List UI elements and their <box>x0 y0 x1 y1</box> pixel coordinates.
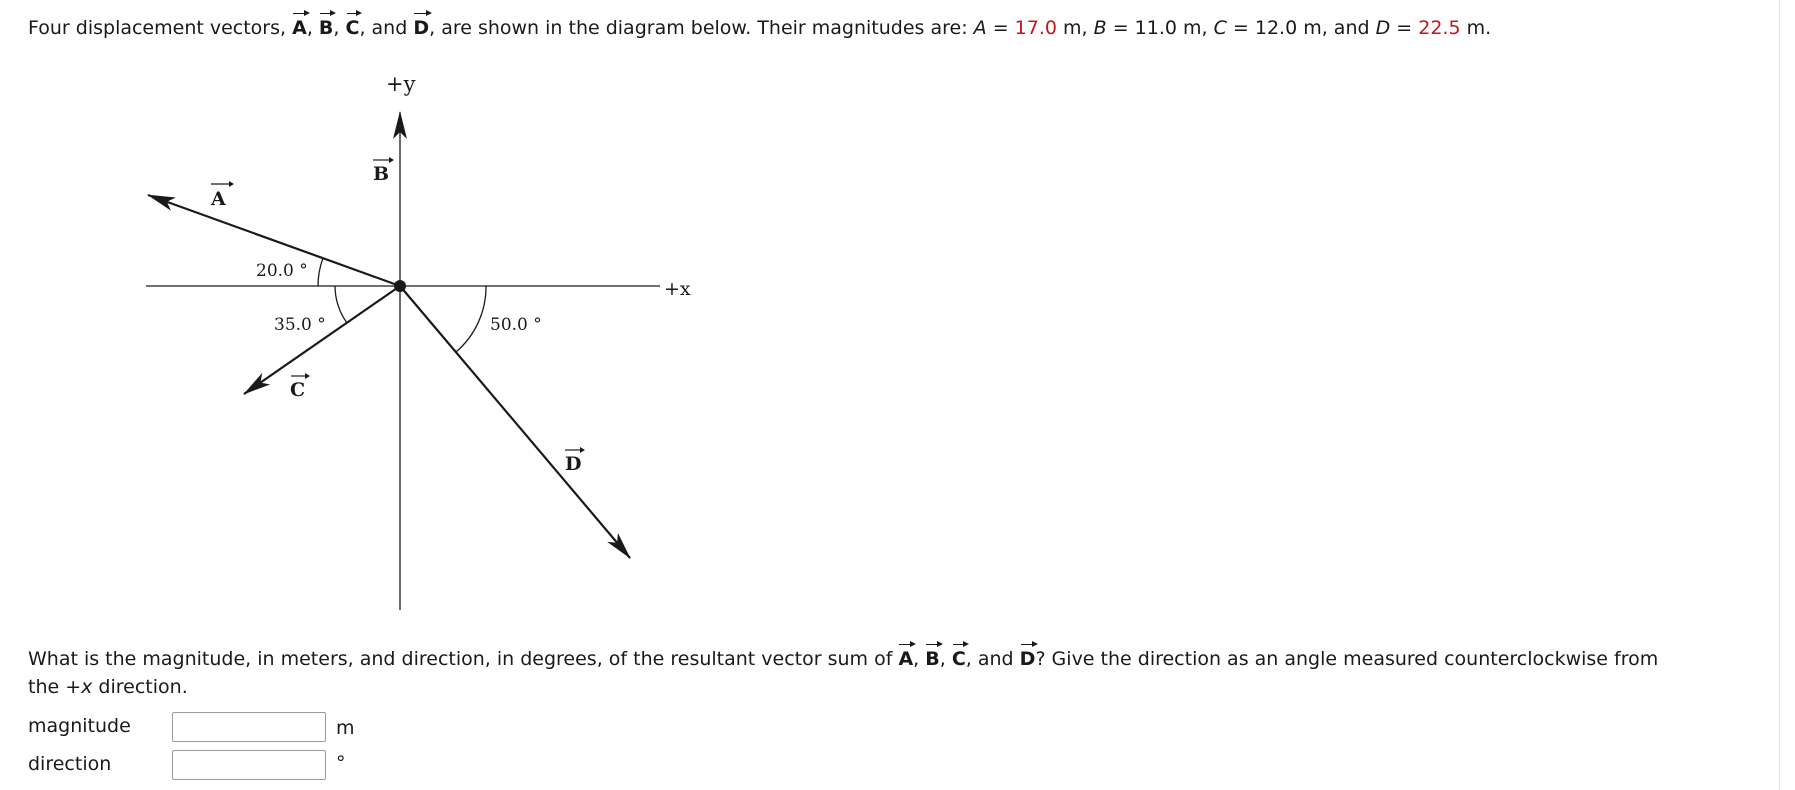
label-vector-b <box>373 157 394 185</box>
magnitude-unit: m <box>336 717 355 739</box>
label-plus-x: +x <box>664 278 691 300</box>
magnitude-a-value: 17.0 <box>1014 17 1057 39</box>
magnitude-d-value: 22.5 <box>1418 17 1461 39</box>
svg-text:A: A <box>211 188 226 210</box>
vector-diagram <box>0 0 760 620</box>
angle-arc-c <box>335 286 347 323</box>
direction-input[interactable] <box>172 750 326 780</box>
origin-point <box>394 280 406 292</box>
vector-b-symbol: B <box>319 15 333 42</box>
vector-c-symbol-2: C <box>952 646 966 673</box>
magnitude-input[interactable] <box>172 712 326 742</box>
direction-label: direction <box>28 753 112 775</box>
svg-text:B: B <box>373 163 390 185</box>
vector-d-symbol-2: D <box>1020 646 1036 673</box>
question-ask-line2: the +x direction. <box>28 676 188 698</box>
label-plus-y: +y <box>386 72 416 96</box>
svg-text:D: D <box>565 453 582 475</box>
direction-unit: ° <box>336 752 346 774</box>
vector-c-symbol: C <box>346 15 360 42</box>
svg-text:C: C <box>290 379 306 401</box>
vector-b-symbol-2: B <box>925 646 939 673</box>
label-vector-d <box>565 447 585 475</box>
angle-label-d: 50.0 ° <box>490 315 542 335</box>
vector-a-symbol: A <box>292 15 307 42</box>
angle-label-c: 35.0 ° <box>274 315 326 335</box>
magnitude-label: magnitude <box>28 715 131 737</box>
angle-arc-d <box>456 286 486 352</box>
question-ask: What is the magnitude, in meters, and direction, in degrees, of the resultant vector sum of A, B, C, and D? Give the direction as an angle measured counterclockwise from <box>28 646 1658 673</box>
label-vector-c <box>290 373 310 401</box>
label-vector-a <box>210 181 234 210</box>
vector-a-symbol-2: A <box>898 646 913 673</box>
vector-d-symbol: D <box>413 15 429 42</box>
angle-label-a: 20.0 ° <box>256 261 308 281</box>
vector-c-arrow <box>244 286 400 394</box>
question-intro: Four displacement vectors, A, B, C, and D, are shown in the diagram below. Their magnitudes are: A = 17.0 m, B = 11.0 m, C = 12.0 m, and D = 22.5 m. <box>28 15 1491 42</box>
angle-arc-a <box>318 258 323 286</box>
